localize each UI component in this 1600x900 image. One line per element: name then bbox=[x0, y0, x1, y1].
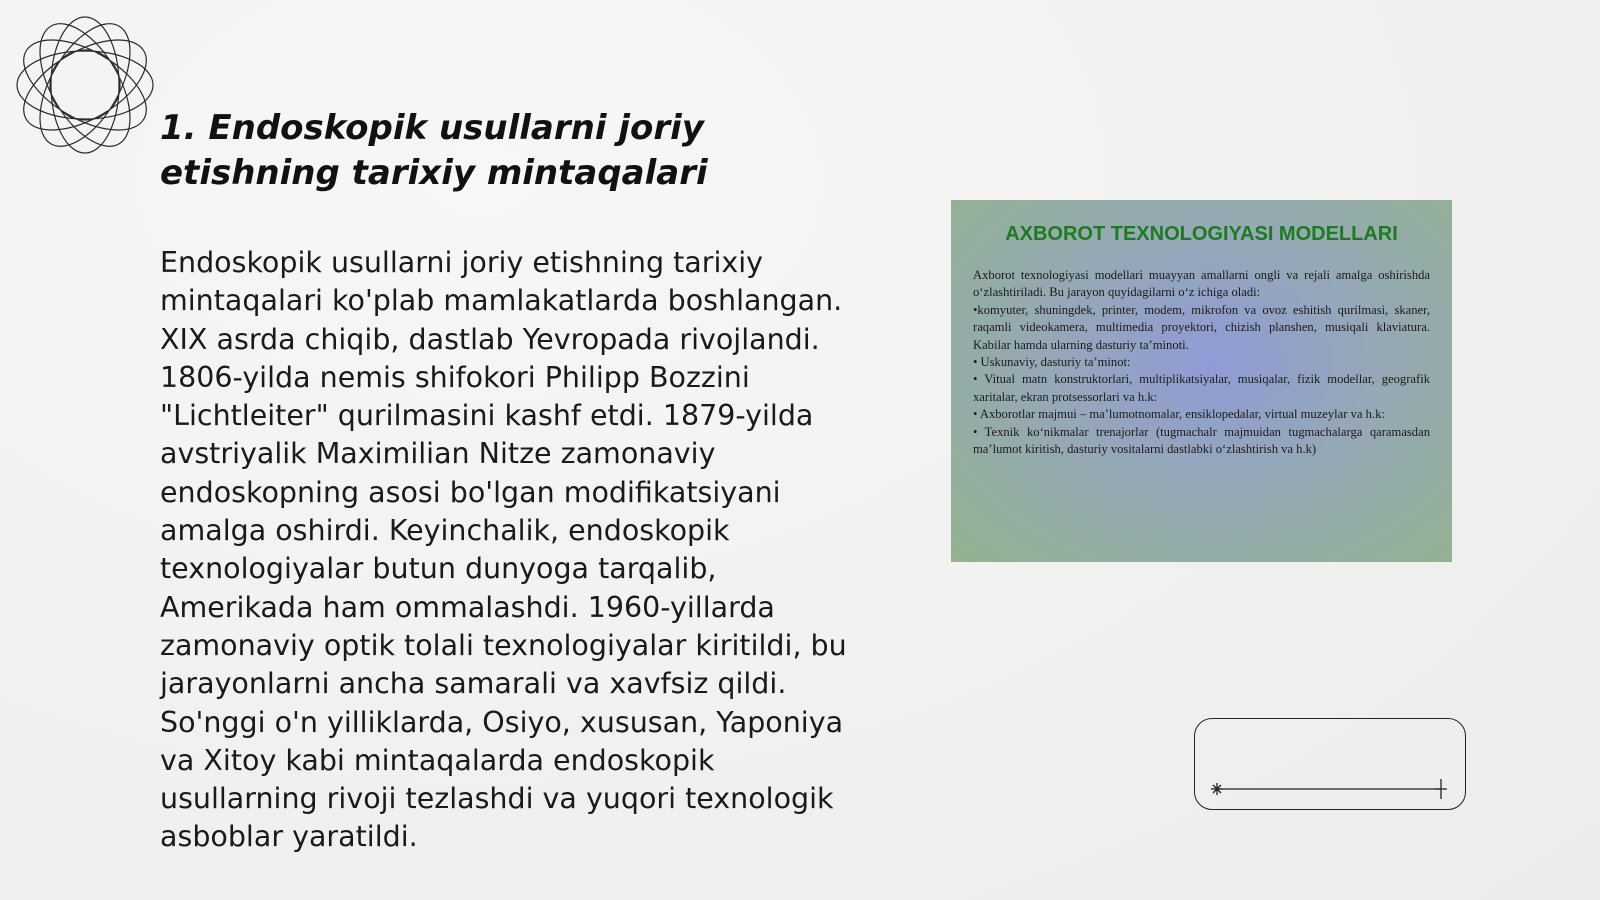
circular-spirograph-icon bbox=[10, 10, 160, 160]
figure-line: •komyuter, shuningdek, printer, modem, mikrofon va ovoz eshitish qurilmasi, skaner, raqamli videokamera, multimedia proyektori, chizish planshen, musiqali klaviatura. Kabilar hamda ularning dasturiy ta’minoti. bbox=[973, 302, 1430, 352]
figure-line: Axborot texnologiyasi modellari muayyan amallarni ongli va rejali amalga oshirishda o‘zlashtiriladi. Bu jarayon quyidagilarni o‘z ichiga oladi: bbox=[973, 268, 1430, 300]
decorative-frame bbox=[1194, 718, 1466, 810]
decorative-line bbox=[1195, 719, 1467, 811]
figure-line: • Texnik ko‘nikmalar trenajorlar (tugmachalr majmuidan tugmachalarga qaramasdan ma’lumot kiritish, dasturiy vositalarni dastlabki o‘zlashtirish va h.k) bbox=[973, 424, 1430, 457]
plus-star-icon bbox=[1435, 779, 1447, 799]
slide-title: 1. Endoskopik usullarni joriy etishning tarixiy mintaqalari bbox=[160, 108, 708, 193]
figure-line: • Axborotlar majmui – ma’lumotnomalar, ensiklopedalar, virtual muzeylar va h.k: bbox=[973, 407, 1385, 422]
figure-line: • Vitual matn konstruktorlari, multiplikatsiyalar, musiqalar, fizik modellar, geografik xaritalar, ekran protsessorlari va h.k: bbox=[973, 372, 1430, 404]
figure-title: AXBOROT TEXNOLOGIYASI MODELLARI bbox=[1005, 223, 1398, 245]
figure-line: • Uskunaviy, dasturiy ta’minot: bbox=[973, 355, 1131, 370]
info-technology-models-image bbox=[951, 200, 1452, 562]
body-text: Endoskopik usullarni joriy etishning tarixiy mintaqalari ko'plab mamlakatlarda boshlangan. XIX asrda chiqib, dastlab Yevropada rivojlandi. 1806-yilda nemis shifokori Philipp Bozzini "Lichtleiter" qurilmasini kashf etdi. 1879-yilda avstriyalik Maximilian Nitze zamonaviy endoskopning asosi bo'lgan modifikatsiyani amalga oshirdi. Keyinchalik, endoskopik texnologiyalar butun dunyoga tarqalib, Amerikada ham ommalashdi. 1960-yillarda zamonaviy optik tolali texnologiyalar kiritildi, bu jarayonlarni ancha samarali va xavfsiz qildi. So'nggi o'n yilliklarda, Osiyo, xususan, Yaponiya va Xitoy kabi mintaqalarda endoskopik usullarning rivoji tezlashdi va yuqori texnologik asboblar yaratildi. bbox=[160, 246, 847, 854]
sparkle-icon bbox=[1211, 783, 1223, 795]
